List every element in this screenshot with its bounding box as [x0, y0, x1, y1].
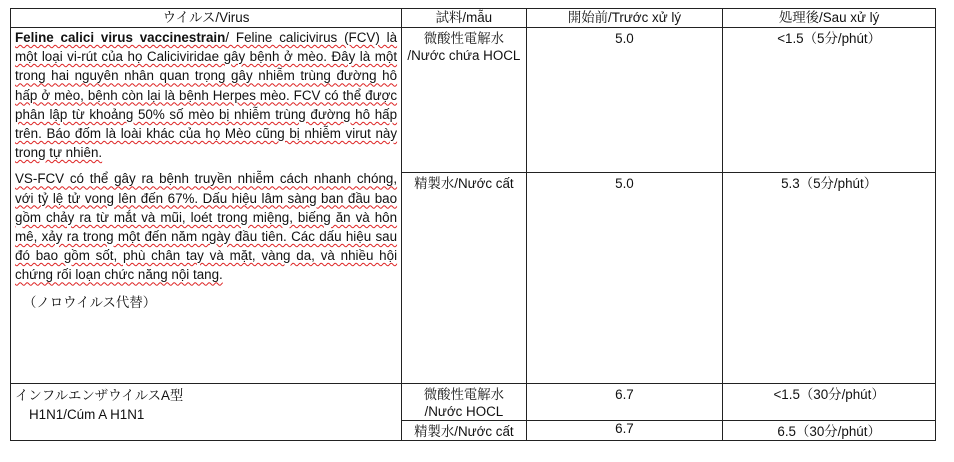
table-row	[11, 28, 936, 173]
fcv-after-1: <1.5（5分/phút）	[723, 28, 936, 173]
fcv-paragraph-1	[15, 28, 397, 162]
fcv-after-2: 5.3（5分/phút）	[723, 173, 936, 384]
flu-before-2: 6.7	[526, 421, 723, 441]
virus-results-table	[10, 8, 936, 441]
fcv-description-cell	[11, 28, 402, 384]
flu-sample-2: 精製水/Nước cất	[402, 421, 527, 441]
header-virus: ウイルス/Virus	[11, 9, 402, 28]
fcv-sample-2: 精製水/Nước cất	[402, 173, 527, 384]
flu-sample-1: 微酸性電解水 /Nước HOCL	[402, 384, 527, 421]
header-before: 開始前/Trước xử lý	[526, 9, 723, 28]
flu-after-1: <1.5（30分/phút）	[723, 384, 936, 421]
header-after: 処理後/Sau xử lý	[723, 9, 936, 28]
fcv-paragraph-1-text: / Feline calicivirus (FCV) là một loại vi-rút của họ Caliciviridae gây bệnh ở mèo. Đây là một trong hai nguyên nhân quan trọng gây nhiễm trùng đường hô hấp ở mèo, bệnh còn lại là bệnh Herpes mèo. FCV có thể được phân lập từ khoảng 50% số mèo bị nhiễm trùng đường hô hấp trên. Báo đốm là loài khác của họ Mèo cũng bị nhiễm virut này trong tự nhiên.	[15, 30, 398, 161]
flu-virus-cell	[11, 384, 402, 441]
flu-before-1: 6.7	[526, 384, 723, 421]
fcv-sample-1: 微酸性電解水 /Nước chứa HOCL	[402, 28, 527, 173]
fcv-before-2: 5.0	[526, 173, 723, 384]
header-sample: 試料/mẫu	[402, 9, 527, 28]
flu-after-2: 6.5（30分/phút）	[723, 421, 936, 441]
fcv-note: （ノロウイルス代替）	[23, 294, 157, 310]
fcv-title: Feline calici virus vaccinestrain	[15, 30, 226, 45]
table-row	[11, 384, 936, 421]
fcv-before-1: 5.0	[526, 28, 723, 173]
flu-name-vi: H1N1/Cúm A H1N1	[29, 407, 145, 422]
header-row	[11, 9, 936, 28]
flu-name-jp: インフルエンザウイルスA型	[15, 388, 184, 403]
fcv-paragraph-2: VS-FCV có thể gây ra bệnh truyền nhiễm cách nhanh chóng, với tỷ lệ tử vong lên đến 67%. Dấu hiệu lâm sàng ban đầu bao gồm chảy ra từ mắt và mũi, loét trong miệng, biếng ăn và hôn mê, xảy ra trong một đến năm ngày đầu tiên. Các dấu hiệu sau đó bao gồm sốt, phù chân tay và mặt, vàng da, và nhiều hội chứng rối loạn chức năng nội tang.	[15, 171, 398, 283]
